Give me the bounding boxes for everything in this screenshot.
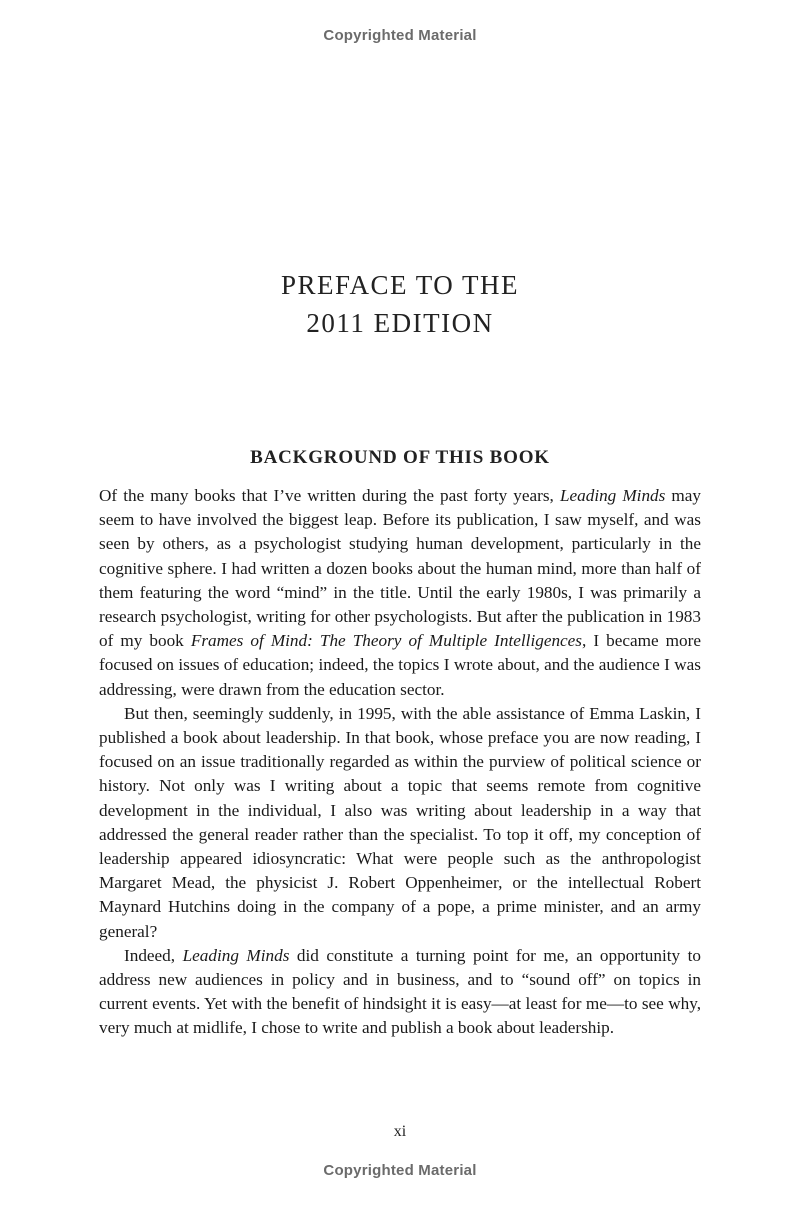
paragraph-3: [99, 944, 701, 1041]
paragraph-3-segment: did constitute a turning point for me, an opportunity to address new audiences in policy and in business, and to “sound off” on topics in current events. Yet with the benefit of hindsight it is easy—at least for me—to see why, very much at midlife, I chose to write and publish a book about leadership.: [99, 945, 702, 1038]
paragraph-2-segment: But then, seemingly suddenly, in 1995, with the able assistance of Emma Laskin, I published a book about leadership. In that book, whose preface you are now reading, I focused on an issue traditionally regarded as within the purview of political science or history. Not only was I writing about a topic that seems remote from cognitive development in the individual, I also was writing about leadership in a way that addressed the general reader rather than the specialist. To top it off, my conception of leadership appeared idiosyncratic: What were people such as the anthropologist Margaret Mead, the physicist J. Robert Oppenheimer, or the intellectual Robert Maynard Hutchins doing in the company of a pope, a prime minister, and an army general?: [99, 703, 701, 941]
page-number: xi: [393, 1123, 407, 1140]
book-title-frames-of-mind: Frames of Mind: The Theory of Multiple Intelligences: [190, 631, 582, 651]
book-title-leading-minds: Leading Minds: [182, 945, 290, 965]
paragraph-3-segment: Indeed,: [124, 945, 183, 965]
body-text: [99, 484, 701, 1041]
paragraph-2: [99, 702, 701, 944]
copyright-watermark-bottom: Copyrighted Material: [323, 1162, 477, 1179]
paragraph-1-segment: Of the many books that I’ve written during the past forty years,: [99, 486, 560, 505]
paragraph-1-segment: may seem to have involved the biggest leap. Before its publication, I saw myself, and was seen by others, as a psychologist studying human development, particularly in the cognitive sphere. I had written a dozen books about the human mind, more than half of them featuring the word “mind” in the title. Until the early 1980s, I was primarily a research psychologist, writing for other psychologists. But after the publication in 1983 of my book: [99, 486, 701, 651]
book-title-leading-minds: Leading Minds: [559, 486, 666, 505]
chapter-title-line-1: PREFACE TO THE: [280, 270, 520, 300]
chapter-title-line-2: 2011 EDITION: [306, 308, 494, 338]
section-heading: BACKGROUND OF THIS BOOK: [250, 447, 550, 468]
paragraph-1: [99, 484, 701, 702]
chapter-title: [0, 266, 800, 342]
copyright-watermark-top: Copyrighted Material: [323, 27, 477, 44]
paragraph-1-segment: , I became more focused on issues of education; indeed, the topics I wrote about, and the audience I was addressing, were drawn from the education sector.: [99, 631, 701, 699]
